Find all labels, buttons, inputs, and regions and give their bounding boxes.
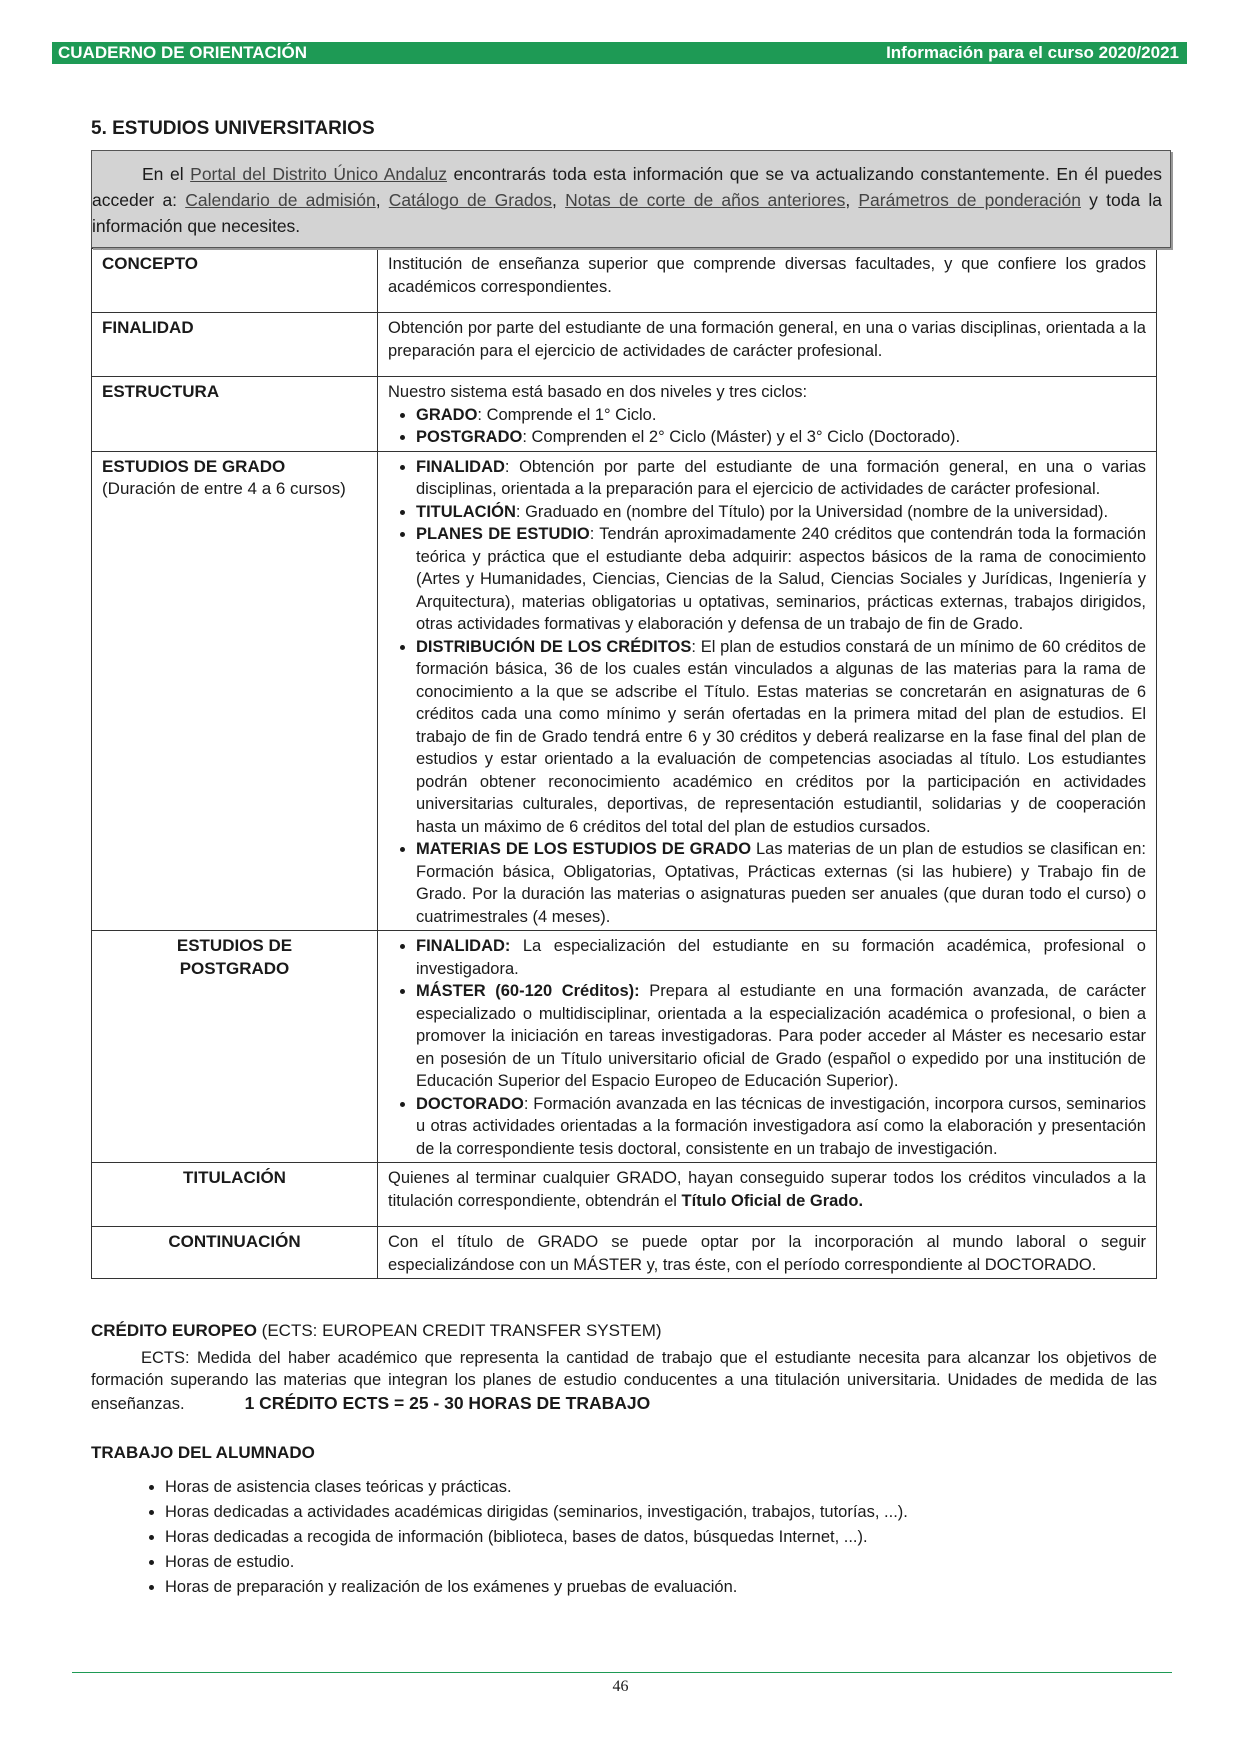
trabajo-title: TRABAJO DEL ALUMNADO <box>91 1443 315 1462</box>
row-label-concepto: CONCEPTO <box>92 249 378 313</box>
row-label-postgrado: ESTUDIOS DE POSTGRADO <box>92 931 378 1163</box>
link-portal[interactable]: Portal del Distrito Único Andaluz <box>190 164 447 184</box>
ects-text <box>91 1347 1157 1416</box>
item-bold: TITULACIÓN <box>416 502 516 521</box>
intro-text-1: En el <box>142 164 191 184</box>
ects-formula: 1 CRÉDITO ECTS = 25 - 30 HORAS DE TRABAJO <box>244 1392 651 1413</box>
trabajo-section <box>91 1440 1157 1600</box>
section-title: 5. ESTUDIOS UNIVERSITARIOS <box>91 118 375 139</box>
table-row <box>92 249 1157 313</box>
row-label-grado <box>92 451 378 931</box>
item-text: : Formación avanzada en las técnicas de investigación, incorpora cursos, seminarios u otras actividades orientadas a la formación investigadora así como la elaboración y presentación de la correspondiente tesis doctoral, consistente en un trabajo de investigación. <box>416 1094 1146 1158</box>
page-number: 46 <box>612 1678 629 1695</box>
estructura-intro: Nuestro sistema está basado en dos niveles y tres ciclos: <box>388 383 808 401</box>
row-text-grado <box>378 451 1157 931</box>
item-text: Las materias de un plan de estudios se clasifican en: Formación básica, Obligatorias, Optativas, Prácticas externas (si las hubiere) y Trabajo fin de Grado. Por la duración las materias o asignaturas pueden ser anuales (que duran todo el curso) o cuatrimestrales (4 meses). <box>416 840 1146 926</box>
table-row <box>92 313 1157 377</box>
intro-sep-2: , <box>552 190 566 210</box>
list-item <box>416 935 1146 980</box>
item-bold: POSTGRADO <box>416 428 523 446</box>
postgrado-list <box>388 935 1146 1160</box>
item-text: : El plan de estudios constará de un mínimo de 60 créditos de formación básica, 36 de los cuales están vinculados a algunas de las materias para la rama de conocimiento a la que se adscribe el Título. Estas materias se concretarán en asignaturas de 6 créditos cada una como mínimo y serán ofertadas en la primera mitad del plan de estudios. El trabajo de fin de Grado tendrá entre 6 y 30 créditos y deberá realizarse en la fase final del plan de estudios y estar orientado a la evaluación de competencias asociadas al título. Los estudiantes podrán obtener reconocimiento académico en créditos por la participación en actividades universitarias culturales, deportivas, de representación estudiantil, solidarias y de cooperación hasta un máximo de 6 créditos del total del plan de estudios cursados. <box>416 637 1147 836</box>
list-item <box>416 501 1146 524</box>
list-item: • Horas dedicadas a recogida de información (biblioteca, bases de datos, búsquedas Internet, ...). <box>165 1525 1157 1550</box>
link-parametros[interactable]: Parámetros de ponderación <box>858 190 1081 210</box>
header-left: CUADERNO DE ORIENTACIÓN <box>58 43 308 62</box>
item-bold: MÁSTER (60-120 Créditos): <box>416 982 640 1000</box>
intro-text-2: encontrarás toda esta información que se va actualizando constantemente. En él puedes acceder a: <box>92 164 1162 210</box>
item-text: : Obtención por parte del estudiante de una formación general, en una o varias disciplinas, orientada a la preparación para el ejercicio de actividades de carácter profesional. <box>416 457 1146 498</box>
titulacion-text: Quienes al terminar cualquier GRADO, hayan conseguido superar todos los créditos vinculados a la titulación correspondiente, obtendrán el <box>388 1169 1146 1210</box>
table-row <box>92 1163 1157 1227</box>
row-label-continuacion: CONTINUACIÓN <box>92 1227 378 1279</box>
list-item: • Horas de preparación y realización de los exámenes y pruebas de evaluación. <box>165 1575 1157 1600</box>
trabajo-list <box>91 1475 1157 1600</box>
item-text: : Graduado en (nombre del Título) por la Universidad (nombre de la universidad). <box>515 502 1109 521</box>
row-text-concepto: Institución de enseñanza superior que comprende diversas facultades, y que confiere los grados académicos correspondientes. <box>378 249 1157 313</box>
intro-sep-3: , <box>845 190 859 210</box>
list-item <box>416 980 1146 1093</box>
list-item: • Horas de asistencia clases teóricas y prácticas. <box>165 1475 1157 1500</box>
list-item <box>416 426 1146 449</box>
header-banner <box>52 42 1187 64</box>
item-bold: FINALIDAD <box>416 457 505 476</box>
item-text: : Tendrán aproximadamente 240 créditos que contendrán toda la formación teórica y práctica que el estudiante deba adquirir: aspectos básicos de la rama de conocimiento (Artes y Humanidades, Ciencias, Ciencias de la Salud, Ciencias Sociales y Jurídicas, Ingeniería y Arquitectura), materias obligatorias u optativas, seminarios, prácticas externas, trabajos dirigidos, otras actividades formativas y elaboración y defensa de un trabajo de fin de Grado. <box>416 525 1147 633</box>
item-bold: DOCTORADO <box>416 1094 524 1113</box>
item-text: : Comprenden el 2° Ciclo (Máster) y el 3° Ciclo (Doctorado). <box>522 428 961 446</box>
row-label-finalidad: FINALIDAD <box>92 313 378 377</box>
list-item <box>416 523 1146 636</box>
table-row <box>92 451 1157 931</box>
list-item <box>416 456 1146 501</box>
list-item <box>416 838 1146 928</box>
estructura-list <box>388 404 1146 449</box>
ects-title-sub: (ECTS: EUROPEAN CREDIT TRANSFER SYSTEM) <box>256 1321 662 1340</box>
list-item <box>416 404 1146 427</box>
info-table <box>91 248 1157 1279</box>
table-row <box>92 931 1157 1163</box>
row-text-titulacion <box>378 1163 1157 1227</box>
link-calendario[interactable]: Calendario de admisión <box>185 190 376 210</box>
grado-label: ESTUDIOS DE GRADO <box>102 456 286 476</box>
item-bold: GRADO <box>416 405 478 424</box>
intro-text-3: y toda la información que necesites. <box>92 190 1162 236</box>
item-bold: MATERIAS DE LOS ESTUDIOS DE GRADO <box>416 840 752 858</box>
list-item: • Horas dedicadas a actividades académicas dirigidas (seminarios, investigación, trabajos, tutorías, ...). <box>165 1500 1157 1525</box>
table-row <box>92 1227 1157 1279</box>
ects-title-main: CRÉDITO EUROPEO <box>91 1321 257 1340</box>
row-label-estructura: ESTRUCTURA <box>92 377 378 452</box>
ects-title <box>91 1320 1157 1343</box>
table-row <box>92 377 1157 452</box>
row-text-estructura <box>378 377 1157 452</box>
ects-section <box>91 1320 1157 1415</box>
grado-list <box>388 456 1146 929</box>
row-label-titulacion: TITULACIÓN <box>92 1163 378 1227</box>
intro-box <box>91 150 1171 248</box>
link-notas[interactable]: Notas de corte de años anteriores <box>565 190 846 210</box>
list-item: • Horas de estudio. <box>165 1550 1157 1575</box>
header-right: Información para el curso 2020/2021 <box>886 43 1179 62</box>
item-text: La especialización del estudiante en su formación académica, profesional o investigadora. <box>416 937 1146 978</box>
footer-divider <box>72 1672 1172 1673</box>
row-text-continuacion: Con el título de GRADO se puede optar por la incorporación al mundo laboral o seguir especializándose con un MÁSTER y, tras éste, con el período correspondiente al DOCTORADO. <box>378 1227 1157 1279</box>
item-text: : Comprende el 1° Ciclo. <box>477 405 657 424</box>
link-catalogo[interactable]: Catálogo de Grados <box>388 190 553 210</box>
titulacion-bold: Título Oficial de Grado. <box>681 1191 864 1210</box>
intro-text <box>92 161 1162 239</box>
row-text-postgrado <box>378 931 1157 1163</box>
row-text-finalidad: Obtención por parte del estudiante de una formación general, en una o varias disciplinas, orientada a la preparación para el ejercicio de actividades de carácter profesional. <box>378 313 1157 377</box>
item-text: Prepara al estudiante en una formación avanzada, de carácter especializado o multidisciplinar, orientada a la especialización académica o profesional, o bien a promover la iniciación en tareas investigadoras. Para poder acceder al Máster es necesario estar en posesión de un Título universitario oficial de Grado (español o expedido por una institución de Educación Superior del Espacio Europeo de Educación Superior). <box>416 982 1146 1090</box>
item-bold: FINALIDAD: <box>416 937 511 955</box>
intro-sep-1: , <box>375 190 389 210</box>
ects-body: ECTS: Medida del haber académico que representa la cantidad de trabajo que el estudiante necesita para alcanzar los objetivos de formación superando las materias que integran los planes de estudio conducentes a una titulación universitaria. Unidades de medida de las enseñanzas. <box>91 1348 1157 1413</box>
item-bold: DISTRIBUCIÓN DE LOS CRÉDITOS <box>416 637 692 656</box>
item-bold: PLANES DE ESTUDIO <box>416 525 590 543</box>
grado-sublabel: (Duración de entre 4 a 6 cursos) <box>102 479 346 498</box>
list-item <box>416 636 1146 839</box>
list-item <box>416 1093 1146 1161</box>
